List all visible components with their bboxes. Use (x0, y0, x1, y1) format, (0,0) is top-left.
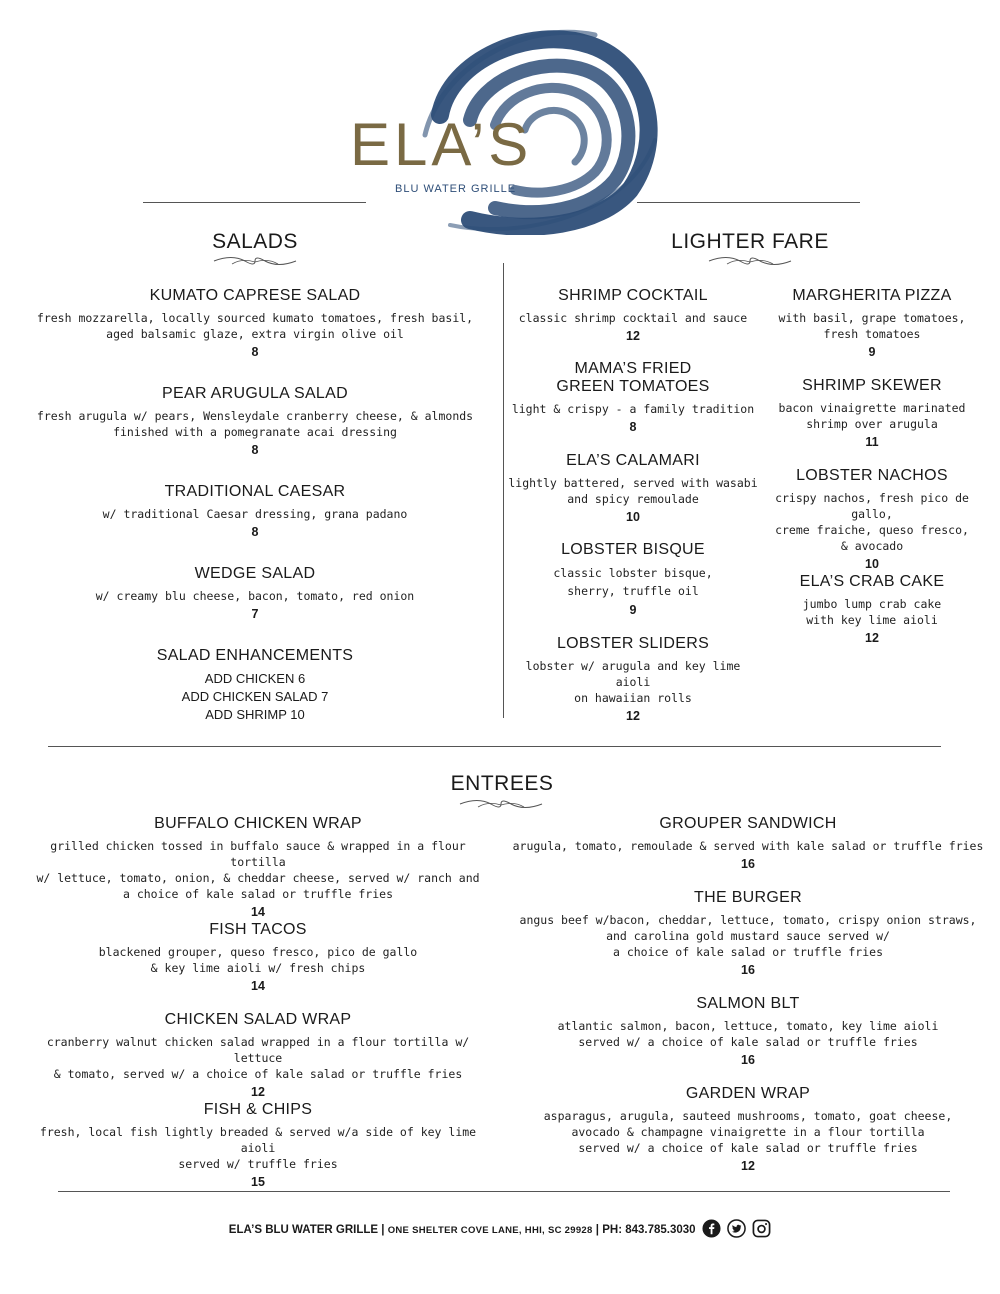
salad-enhancements (30, 647, 480, 724)
footer-separator: | (592, 1224, 603, 1237)
entree-item (510, 815, 986, 872)
item-price: 8 (251, 525, 259, 539)
salad-item (30, 287, 480, 360)
lighter-item (758, 467, 986, 572)
item-price: 8 (629, 420, 637, 434)
item-description: cranberry walnut chicken salad wrapped in a flour tortilla w/ lettuce & tomato, served w/ a choice of kale salad or truffle fries (46, 1035, 470, 1081)
logo (330, 20, 670, 235)
entree-item (20, 921, 496, 994)
item-price: 14 (251, 979, 265, 993)
item-description: fresh arugula w/ pears, Wensleydale cranberry cheese, & almonds finished with a pomegranate acai dressing (36, 409, 474, 439)
item-description: fresh, local fish lightly breaded & served w/a side of key lime aioli served w/ truffle fries (39, 1125, 477, 1171)
salad-item (30, 483, 480, 540)
item-price: 16 (741, 963, 755, 977)
lighter-item (508, 452, 758, 525)
item-name: KUMATO CAPRESE SALAD (149, 287, 361, 304)
item-price: 11 (865, 435, 879, 449)
lighter-item (758, 573, 986, 646)
flourish-ornament-icon (458, 796, 544, 816)
item-description: bacon vinaigrette marinated shrimp over arugula (778, 401, 966, 431)
item-price: 12 (626, 329, 640, 343)
item-price: 12 (251, 1085, 265, 1099)
entree-item (20, 1101, 496, 1190)
enhancement-line: ADD SHRIMP 10 (205, 707, 305, 722)
footer (0, 1219, 1000, 1241)
lighter-item (758, 287, 986, 360)
entree-item (20, 815, 496, 920)
item-price: 7 (251, 607, 259, 621)
item-description: blackened grouper, queso fresco, pico de gallo & key lime aioli w/ fresh chips (98, 945, 418, 975)
lighter-item (508, 635, 758, 724)
section-title-lighter-fare: LIGHTER FARE (671, 230, 829, 253)
brand-tagline: BLU WATER GRILLE (395, 183, 517, 195)
item-description: fresh mozzarella, locally sourced kumato tomatoes, fresh basil, aged balsamic glaze, extra virgin olive oil (36, 311, 474, 341)
item-description: lobster w/ arugula and key lime aioli on hawaiian rolls (525, 659, 741, 705)
item-name: SALAD ENHANCEMENTS (156, 647, 354, 664)
item-name: LOBSTER SLIDERS (556, 635, 710, 652)
item-description: with basil, grape tomatoes, fresh tomatoes (778, 311, 966, 341)
item-name: ELA’S CRAB CAKE (799, 573, 945, 590)
item-price: 10 (626, 510, 640, 524)
lighter-item (508, 541, 758, 618)
item-price: 14 (251, 905, 265, 919)
section-title-salads: SALADS (212, 230, 298, 253)
lighter-item (758, 377, 986, 450)
item-price: 9 (868, 345, 876, 359)
item-price: 16 (741, 1053, 755, 1067)
footer-phone: PH: 843.785.3030 (602, 1224, 696, 1237)
brand-name: ELA’S (350, 111, 533, 178)
item-name: GARDEN WRAP (685, 1085, 811, 1102)
section-rule (48, 746, 941, 747)
item-description: angus beef w/bacon, cheddar, lettuce, tomato, crispy onion straws, and carolina gold mustard sauce served w/ a choice of kale salad or truffle fries (519, 913, 977, 959)
header-rule-left (143, 202, 366, 203)
item-price: 9 (629, 603, 637, 617)
item-name: CHICKEN SALAD WRAP (164, 1011, 352, 1028)
lighter-item (508, 360, 758, 435)
item-name: LOBSTER NACHOS (796, 467, 948, 484)
footer-rule (58, 1191, 950, 1192)
item-name: MAMA’S FRIED GREEN TOMATOES (556, 360, 710, 395)
item-name: MARGHERITA PIZZA (792, 287, 952, 304)
item-description: atlantic salmon, bacon, lettuce, tomato, key lime aioli served w/ a choice of kale salad or truffle fries (557, 1019, 939, 1049)
salad-item (30, 565, 480, 622)
item-price: 15 (251, 1175, 265, 1189)
facebook-icon[interactable] (702, 1219, 721, 1241)
entree-item (510, 889, 986, 978)
item-description: jumbo lump crab cake with key lime aioli (802, 597, 942, 627)
item-description: crispy nachos, fresh pico de gallo, creme fraiche, queso fresco, & avocado (775, 491, 969, 553)
flourish-ornament-icon (212, 253, 298, 273)
header-rule-right (637, 202, 860, 203)
item-description: lightly battered, served with wasabi and spicy remoulade (508, 476, 758, 506)
enhancement-line: ADD CHICKEN SALAD 7 (181, 689, 329, 704)
item-price: 12 (741, 1159, 755, 1173)
item-name: ELA’S CALAMARI (566, 452, 700, 469)
item-description: asparagus, arugula, sauteed mushrooms, tomato, goat cheese, avocado & champagne vinaigrette in a flour tortilla served w/ a choice of kale salad or truffle fries (543, 1109, 953, 1155)
item-name: SHRIMP COCKTAIL (558, 287, 708, 304)
item-price: 12 (865, 631, 879, 645)
entree-item (510, 995, 986, 1068)
item-name: BUFFALO CHICKEN WRAP (154, 815, 362, 832)
item-name: FISH & CHIPS (203, 1101, 313, 1118)
salad-item (30, 385, 480, 458)
item-name: SHRIMP SKEWER (802, 377, 942, 394)
item-price: 10 (865, 557, 879, 571)
column-divider (503, 263, 504, 718)
item-price: 8 (251, 345, 259, 359)
item-description: classic shrimp cocktail and sauce (518, 311, 748, 325)
footer-restaurant-name: ELA’S BLU WATER GRILLE (228, 1224, 379, 1237)
item-price: 8 (251, 443, 259, 457)
item-description: w/ creamy blu cheese, bacon, tomato, red onion (95, 589, 415, 603)
item-description: arugula, tomato, remoulade & served with kale salad or truffle fries (512, 839, 984, 853)
footer-address: ONE SHELTER COVE LANE, HHI, SC 29928 (387, 1225, 593, 1237)
item-price: 16 (741, 857, 755, 871)
item-name: FISH TACOS (209, 921, 307, 938)
item-name: THE BURGER (694, 889, 802, 906)
footer-separator: | (378, 1224, 388, 1237)
item-description: w/ traditional Caesar dressing, grana padano (102, 507, 408, 521)
lighter-item (508, 287, 758, 344)
entree-item (20, 1011, 496, 1100)
item-name: PEAR ARUGULA SALAD (162, 385, 348, 402)
instagram-icon[interactable] (752, 1219, 771, 1241)
item-name: LOBSTER BISQUE (561, 541, 705, 558)
item-name: WEDGE SALAD (194, 565, 316, 582)
entree-item (510, 1085, 986, 1174)
item-description: light & crispy - a family tradition (511, 402, 755, 416)
item-name: TRADITIONAL CAESAR (164, 483, 346, 500)
flourish-ornament-icon (707, 253, 793, 273)
item-description: grilled chicken tossed in buffalo sauce & wrapped in a flour tortilla w/ lettuce, tomato, onion, & cheddar cheese, served w/ ranch and a choice of kale salad or truffle fries (36, 839, 480, 901)
twitter-icon[interactable] (727, 1219, 746, 1241)
enhancement-line: ADD CHICKEN 6 (204, 671, 306, 686)
item-price: 12 (626, 709, 640, 723)
section-title-entrees: ENTREES (450, 772, 554, 795)
item-name: SALMON BLT (696, 995, 800, 1012)
item-description: classic lobster bisque, sherry, truffle oil (553, 566, 713, 598)
item-name: GROUPER SANDWICH (659, 815, 837, 832)
